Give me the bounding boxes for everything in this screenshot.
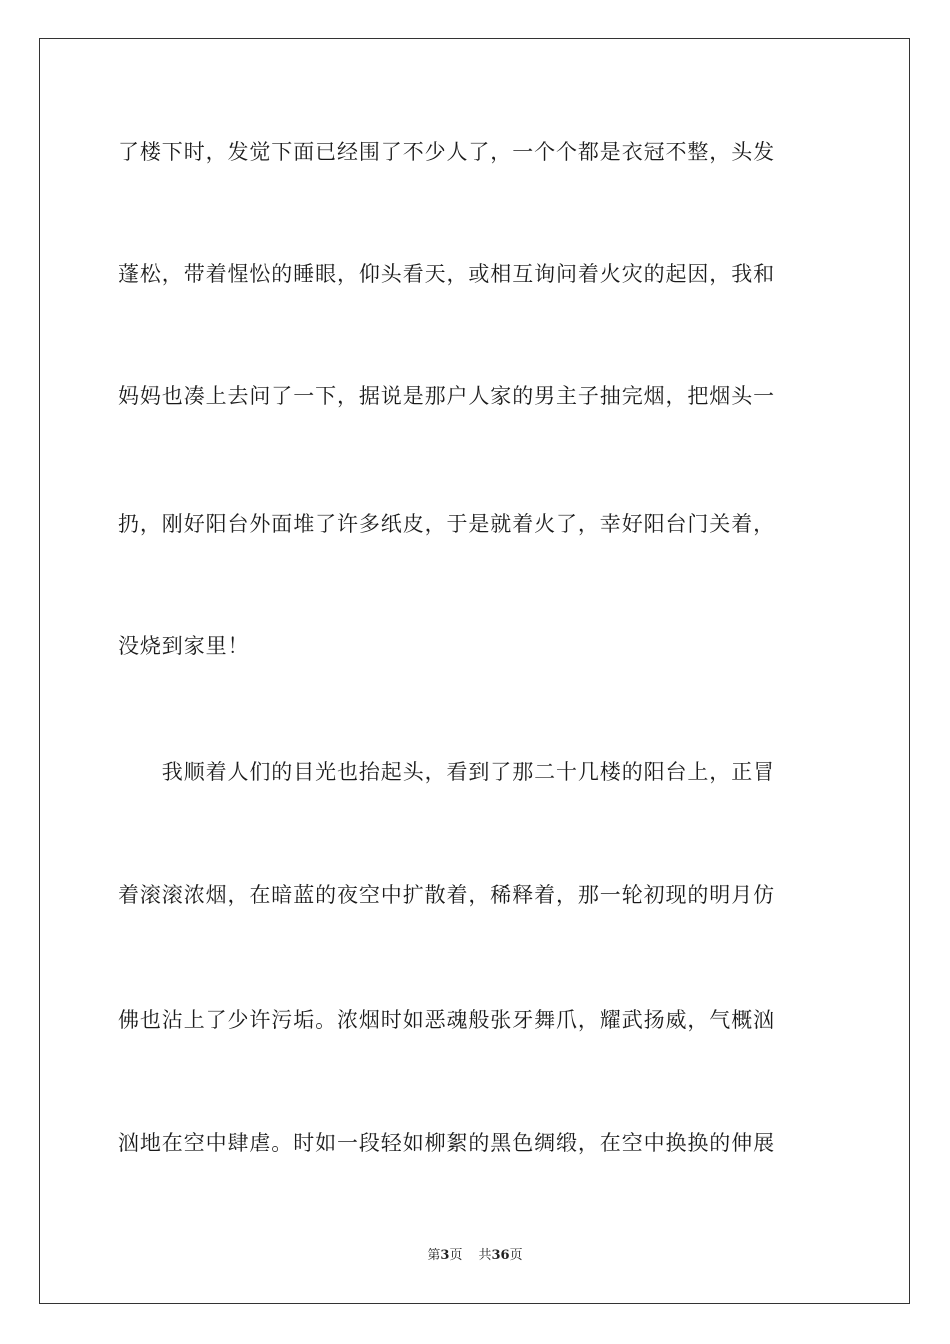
text-line: 没烧到家里！	[118, 634, 250, 658]
text-line: 了楼下时，发觉下面已经围了不少人了，一个个都是衣冠不整，头发	[118, 140, 775, 164]
text-line: 着滚滚浓烟，在暗蓝的夜空中扩散着，稀释着，那一轮初现的明月仿	[118, 883, 775, 907]
text-line: 蓬松，带着惺忪的睡眼，仰头看天，或相互询问着火灾的起因，我和	[118, 262, 775, 286]
page-prefix: 第	[427, 1248, 441, 1263]
page-border	[39, 38, 910, 1304]
total-pages: 36	[491, 1248, 510, 1263]
text-line: 佛也沾上了少许污垢。浓烟时如恶魂般张牙舞爪，耀武扬威，气概汹	[118, 1008, 775, 1032]
total-suffix: 页	[509, 1248, 523, 1263]
text-line: 扔，刚好阳台外面堆了许多纸皮，于是就着火了，幸好阳台门关着，	[118, 512, 775, 536]
page-footer	[0, 1247, 950, 1265]
text-line: 汹地在空中肆虐。时如一段轻如柳絮的黑色绸缎，在空中换换的伸展	[118, 1131, 775, 1155]
page-number: 3	[440, 1248, 450, 1263]
text-line: 我顺着人们的目光也抬起头，看到了那二十几楼的阳台上，正冒	[118, 760, 775, 784]
total-prefix: 共	[478, 1248, 492, 1263]
page-suffix: 页	[449, 1248, 463, 1263]
text-line: 妈妈也凑上去问了一下，据说是那户人家的男主子抽完烟，把烟头一	[118, 384, 775, 408]
